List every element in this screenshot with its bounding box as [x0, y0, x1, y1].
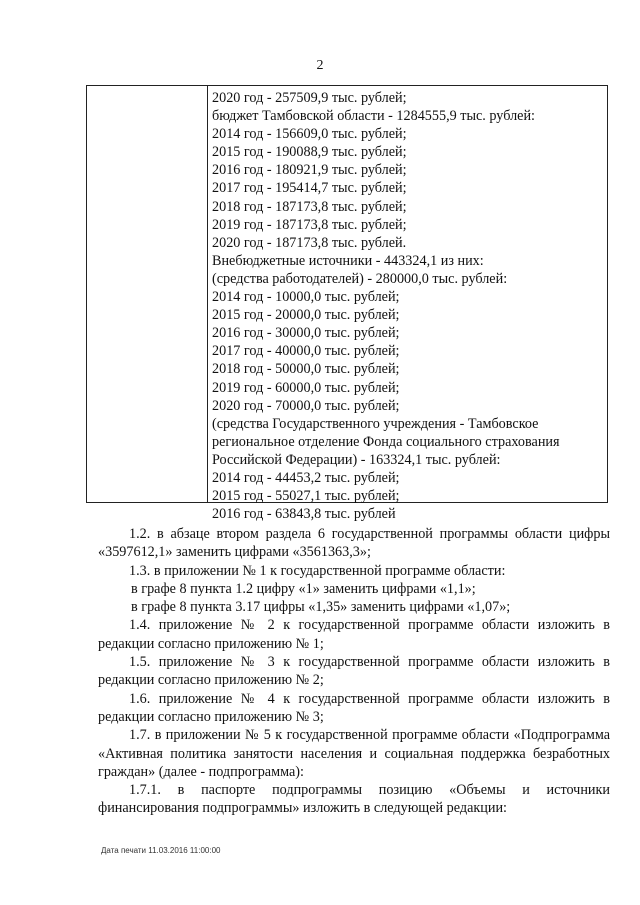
- funding-line: (средства работодателей) - 280000,0 тыс. рублей:: [212, 270, 508, 287]
- amendment-item: 1.4. приложение № 2 к государственной программе области изложить в редакции согласно приложению № 1;: [98, 617, 610, 652]
- funding-line: региональное отделение Фонда социального страхования: [212, 433, 560, 450]
- funding-line: (средства Государственного учреждения - Тамбовское: [212, 415, 539, 432]
- funding-line: 2014 год - 44453,2 тыс. рублей;: [212, 469, 400, 486]
- funding-cell: [212, 89, 601, 523]
- funding-line: Внебюджетные источники - 443324,1 из них:: [212, 252, 484, 269]
- funding-line: 2016 год - 30000,0 тыс. рублей;: [212, 325, 400, 342]
- funding-line: Российской Федерации) - 163324,1 тыс. рублей:: [212, 451, 501, 468]
- funding-line: 2018 год - 50000,0 тыс. рублей;: [212, 361, 400, 378]
- print-date: Дата печати 11.03.2016 11:00:00: [101, 846, 221, 855]
- funding-line: 2017 год - 40000,0 тыс. рублей;: [212, 343, 400, 360]
- funding-line: 2017 год - 195414,7 тыс. рублей;: [212, 180, 407, 197]
- amendment-item: 1.5. приложение № 3 к государственной программе области изложить в редакции согласно приложению № 2;: [98, 654, 610, 689]
- funding-line: 2014 год - 10000,0 тыс. рублей;: [212, 289, 400, 306]
- page-number: 2: [316, 58, 324, 73]
- table-column-divider: [207, 86, 208, 502]
- amendment-item: 1.2. в абзаце втором раздела 6 государственной программы области цифры «3597612,1» заменить цифрами «3561363,3»;: [98, 526, 610, 561]
- amendment-subitem: в графе 8 пункта 3.17 цифры «1,35» заменить цифрами «1,07»;: [131, 599, 511, 616]
- amendment-subitem: в графе 8 пункта 1.2 цифру «1» заменить цифрами «1,1»;: [131, 580, 476, 597]
- funding-line: 2019 год - 60000,0 тыс. рублей;: [212, 379, 400, 396]
- funding-line: 2015 год - 20000,0 тыс. рублей;: [212, 307, 400, 324]
- funding-line: 2020 год - 257509,9 тыс. рублей;: [212, 90, 407, 106]
- amendment-item: 1.3. в приложении № 1 к государственной программе области:: [129, 562, 506, 579]
- funding-line: 2016 год - 180921,9 тыс. рублей;: [212, 162, 407, 179]
- amendment-item: 1.6. приложение № 4 к государственной программе области изложить в редакции согласно приложению № 3;: [98, 690, 610, 725]
- funding-table: [86, 85, 608, 523]
- amendment-list: [98, 525, 610, 818]
- funding-line: 2020 год - 187173,8 тыс. рублей.: [212, 234, 407, 251]
- amendment-item: 1.7. в приложении № 5 к государственной программе области «Подпрограмма «Активная политика занятости населения и социальная поддержка безработных граждан» (далее - подпрограмма):: [98, 727, 610, 780]
- funding-line: бюджет Тамбовской области - 1284555,9 тыс. рублей:: [212, 108, 535, 125]
- funding-line: 2019 год - 187173,8 тыс. рублей;: [212, 216, 407, 233]
- funding-line: 2020 год - 70000,0 тыс. рублей;: [212, 397, 400, 414]
- funding-line: 2014 год - 156609,0 тыс. рублей;: [212, 126, 407, 143]
- funding-line: 2018 год - 187173,8 тыс. рублей;: [212, 198, 407, 215]
- funding-line: 2015 год - 190088,9 тыс. рублей;: [212, 144, 407, 161]
- amendment-item: 1.7.1. в паспорте подпрограммы позицию «Объемы и источники финансирования подпрограммы» изложить в следующей редакции:: [98, 782, 610, 817]
- funding-line: 2016 год - 63843,8 тыс. рублей: [212, 506, 396, 523]
- funding-line: 2015 год - 55027,1 тыс. рублей;: [212, 488, 400, 505]
